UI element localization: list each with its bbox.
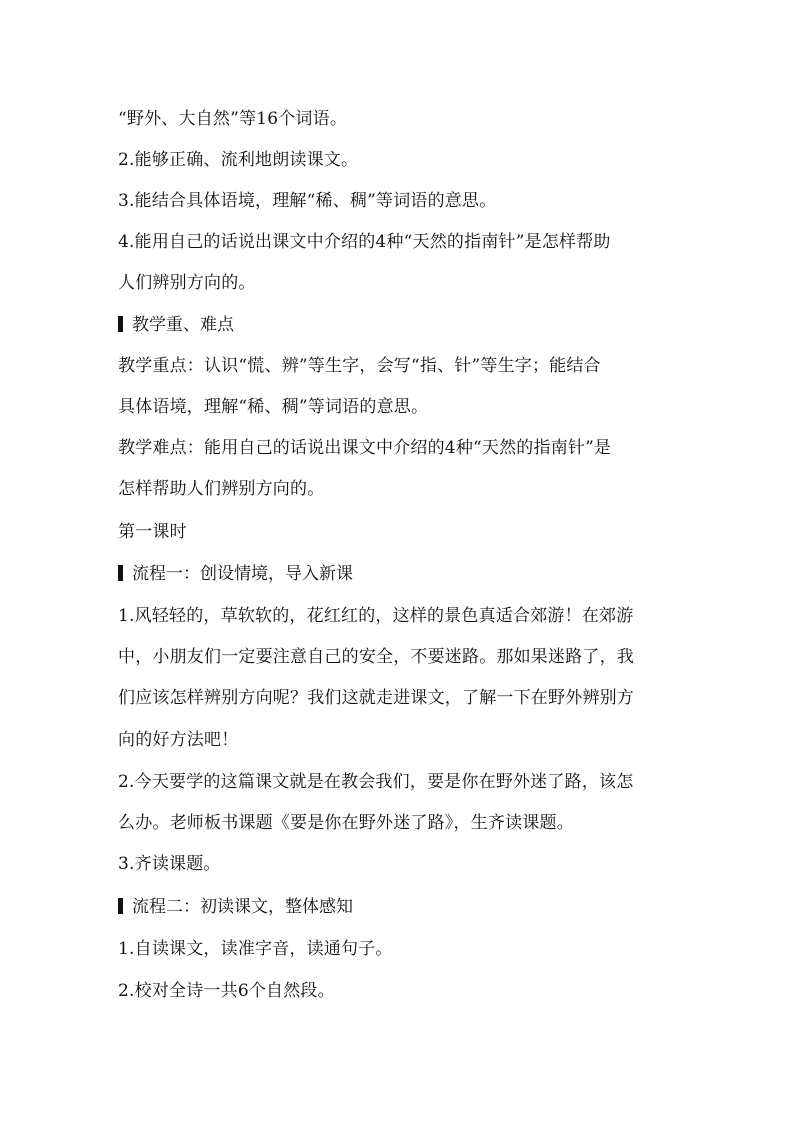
process2-line-2: 2.校对全诗一共6个自然段。 xyxy=(118,981,335,1001)
process1-line-3: 们应该怎样辨别方向呢？我们这就走进课文，了解一下在野外辨别方 xyxy=(118,688,634,708)
section-heading-text: 流程一：创设情境，导入新课 xyxy=(132,564,353,584)
process1-line-5: 2.今天要学的这篇课文就是在教会我们，要是你在野外迷了路，该怎 xyxy=(118,772,634,792)
process2-line-1: 1.自读课文，读准字音，读通句子。 xyxy=(118,939,393,959)
objective-line-3: 3.能结合具体语境，理解“稀、稠”等词语的意思。 xyxy=(118,191,497,211)
section-heading-process-1 xyxy=(118,563,353,585)
process1-line-7: 3.齐读课题。 xyxy=(118,854,221,874)
section-heading-process-2 xyxy=(118,896,353,918)
process1-line-2: 中，小朋友们一定要注意自己的安全，不要迷路。那如果迷路了，我 xyxy=(118,647,634,667)
section-marker-icon xyxy=(118,898,123,914)
objective-line-2: 2.能够正确、流利地朗读课文。 xyxy=(118,150,359,170)
lesson-label: 第一课时 xyxy=(118,522,187,542)
process1-line-6: 么办。老师板书课题《要是你在野外迷了路》，生齐读课题。 xyxy=(118,813,574,833)
section-heading-text: 流程二：初读课文，整体感知 xyxy=(132,897,353,917)
section-marker-icon xyxy=(118,316,123,332)
key-point-line-2: 具体语境，理解“稀、稠”等词语的意思。 xyxy=(118,397,429,417)
section-heading-key-points xyxy=(118,314,234,336)
objective-line-5: 人们辨别方向的。 xyxy=(118,273,256,293)
key-point-line-4: 怎样帮助人们辨别方向的。 xyxy=(118,479,325,499)
key-point-line-3: 教学难点：能用自己的话说出课文中介绍的4种“天然的指南针”是 xyxy=(118,438,612,458)
section-marker-icon xyxy=(118,565,123,581)
process1-line-4: 向的好方法吧！ xyxy=(118,730,239,750)
section-heading-text: 教学重、难点 xyxy=(132,315,234,335)
key-point-line-1: 教学重点：认识“慌、辨”等生字，会写“指、针”等生字；能结合 xyxy=(118,356,601,376)
objective-line-4: 4.能用自己的话说出课文中介绍的4种“天然的指南针”是怎样帮助 xyxy=(118,232,611,252)
process1-line-1: 1.风轻轻的，草软软的，花红红的，这样的景色真适合郊游！在郊游 xyxy=(118,606,634,626)
objective-line-1: “野外、大自然”等16个词语。 xyxy=(118,109,348,129)
